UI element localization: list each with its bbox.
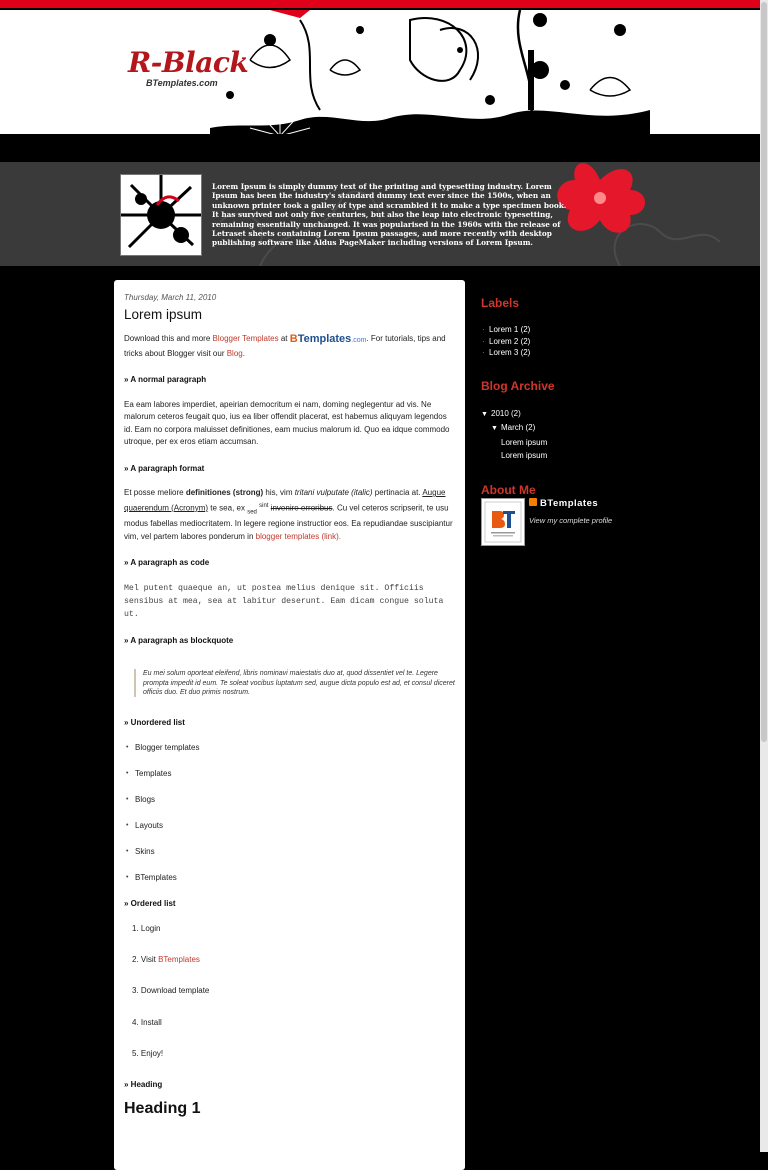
header-thumbnail-image: [120, 174, 202, 256]
about-me-heading: About Me: [481, 482, 536, 497]
ordered-list: [124, 923, 455, 1060]
blog-archive-heading: Blog Archive: [481, 378, 555, 393]
triangle-down-icon[interactable]: ▼: [481, 410, 488, 418]
unordered-list: [124, 742, 455, 885]
label-item[interactable]: · Lorem 1 (2): [481, 324, 681, 336]
blog-header: [0, 10, 760, 134]
blockquote: Eu mei solum oporteat eleifend, libris nominavi maiestatis duo at, quod dissentiet vel te. Legere prompta impedit id eum. Te soleat vocibus luptatum sed, augue dicta populo est ad, et consul diceret officiis duo. Et duo primis nostrum.: [134, 669, 455, 697]
description-band: [0, 162, 760, 266]
section-heading-unordered: » Unordered list: [124, 718, 185, 728]
section-heading-normal: » A normal paragraph: [124, 375, 207, 384]
blogger-templates-link[interactable]: Blogger Templates: [212, 334, 279, 343]
main-post: [114, 280, 465, 1170]
blogger-templates-inline-link[interactable]: blogger templates (link).: [255, 531, 341, 541]
sidebar: [481, 296, 681, 525]
list-item: 5. Enjoy!: [132, 1048, 164, 1058]
section-heading-ordered: » Ordered list: [124, 899, 176, 909]
blog-title[interactable]: R-Black: [128, 46, 249, 79]
scrollbar[interactable]: [760, 0, 768, 1152]
archive-year[interactable]: ▼ 2010 (2): [481, 407, 681, 422]
list-item: • Templates: [135, 768, 455, 781]
archive-post-link[interactable]: Lorem ipsum: [501, 451, 548, 460]
section-heading-format: » A paragraph format: [124, 463, 205, 473]
list-item: • Blogger templates: [135, 742, 455, 755]
blog-link[interactable]: Blog: [226, 348, 243, 358]
labels-list: [481, 324, 681, 359]
post-intro: Download this and more Blogger Templates at BTemplates.com. For tutorials, tips and tricks about Blogger visit our Blog.: [124, 333, 446, 358]
post-date: Thursday, March 11, 2010: [124, 293, 217, 302]
profile-avatar[interactable]: [481, 498, 525, 546]
butterfly-header-illustration: [210, 10, 650, 134]
list-item: • BTemplates: [135, 872, 455, 885]
post-title[interactable]: Lorem ipsum: [124, 306, 203, 322]
label-item[interactable]: · Lorem 3 (2): [481, 347, 681, 359]
format-paragraph: Et posse meliore definitiones (strong) his, vim tritani vulputate (italic) pertinacia at. Augue quaerendum (Acronym) te sea, ex $_{sed}$ $^{sint}$ invenire erroribus. Cu vel ceteros scripserit, te usu modus fabellas mediocritatem. In legere regione instructior eos. Ea repudiandae suscipiantur vim, vel partem labores ponderum in blogger templates (link).: [124, 488, 453, 541]
list-item: 3. Download template: [132, 986, 210, 996]
top-red-bar: [0, 0, 760, 8]
heading-1-sample: Heading 1: [124, 1100, 201, 1118]
labels-heading: Labels: [481, 296, 520, 310]
archive-month[interactable]: ▼ March (2): [481, 421, 681, 436]
section-heading-blockquote: » A paragraph as blockquote: [124, 635, 234, 645]
section-heading-code: » A paragraph as code: [124, 558, 210, 568]
list-item: 2. Visit BTemplates: [132, 955, 200, 965]
list-item: • Layouts: [135, 820, 455, 833]
blog-archive: [481, 407, 681, 463]
profile-name[interactable]: BTemplates: [529, 498, 598, 509]
scrollbar-thumb[interactable]: [761, 2, 767, 742]
normal-paragraph: Ea eam labores imperdiet, apeirian democritum ei nam, doming neglegentur ad vis. Ne malorum ceteros feugait quo, ius ea liber offendit placerat, est habemus aliquyam legendos id. Eam no corpora maluisset definitiones, eam mucius malorum id. Quo ea idque commodo utroque, per ex eros etiam accumsan.: [124, 399, 450, 446]
btemplates-link[interactable]: BTemplates: [158, 955, 200, 965]
section-heading-heading: » Heading: [124, 1079, 163, 1089]
code-paragraph: Mel putent quaeque an, ut postea melius denique sit. Officiis sensibus at mea, sea at labitur deserunt. Eam dicam congue soluta ut.: [124, 583, 444, 619]
list-item: 1. Login: [132, 923, 161, 933]
archive-post-link[interactable]: Lorem ipsum: [501, 437, 548, 447]
blogger-icon: [529, 498, 537, 506]
blog-description: Lorem Ipsum is simply dummy text of the printing and typesetting industry. Lorem Ipsum has been the industry's standard dummy text ever since the 1500s, when an unknown printer took a galley of type and scrambled it to make a type specimen book. It has survived not only five centuries, but also the leap into electronic typesetting, remaining essentially unchanged. It was popularised in the 1960s with the release of Letraset sheets containing Lorem Ipsum passages, and more recently with desktop publishing software like Aldus PageMaker including versions of Lorem Ipsum.: [212, 182, 567, 248]
view-profile-link[interactable]: View my complete profile: [529, 516, 613, 525]
btemplates-logo[interactable]: BTemplates.com: [289, 333, 367, 345]
blog-subtitle: BTemplates.com: [146, 78, 218, 88]
list-item: 4. Install: [132, 1017, 162, 1027]
list-item: • Blogs: [135, 794, 455, 807]
triangle-down-icon[interactable]: ▼: [491, 425, 498, 432]
acronym-text: Augue quaerendum (Acronym): [124, 488, 446, 513]
label-item[interactable]: · Lorem 2 (2): [481, 336, 681, 348]
list-item: • Skins: [135, 846, 455, 859]
header-black-band: [0, 134, 760, 162]
